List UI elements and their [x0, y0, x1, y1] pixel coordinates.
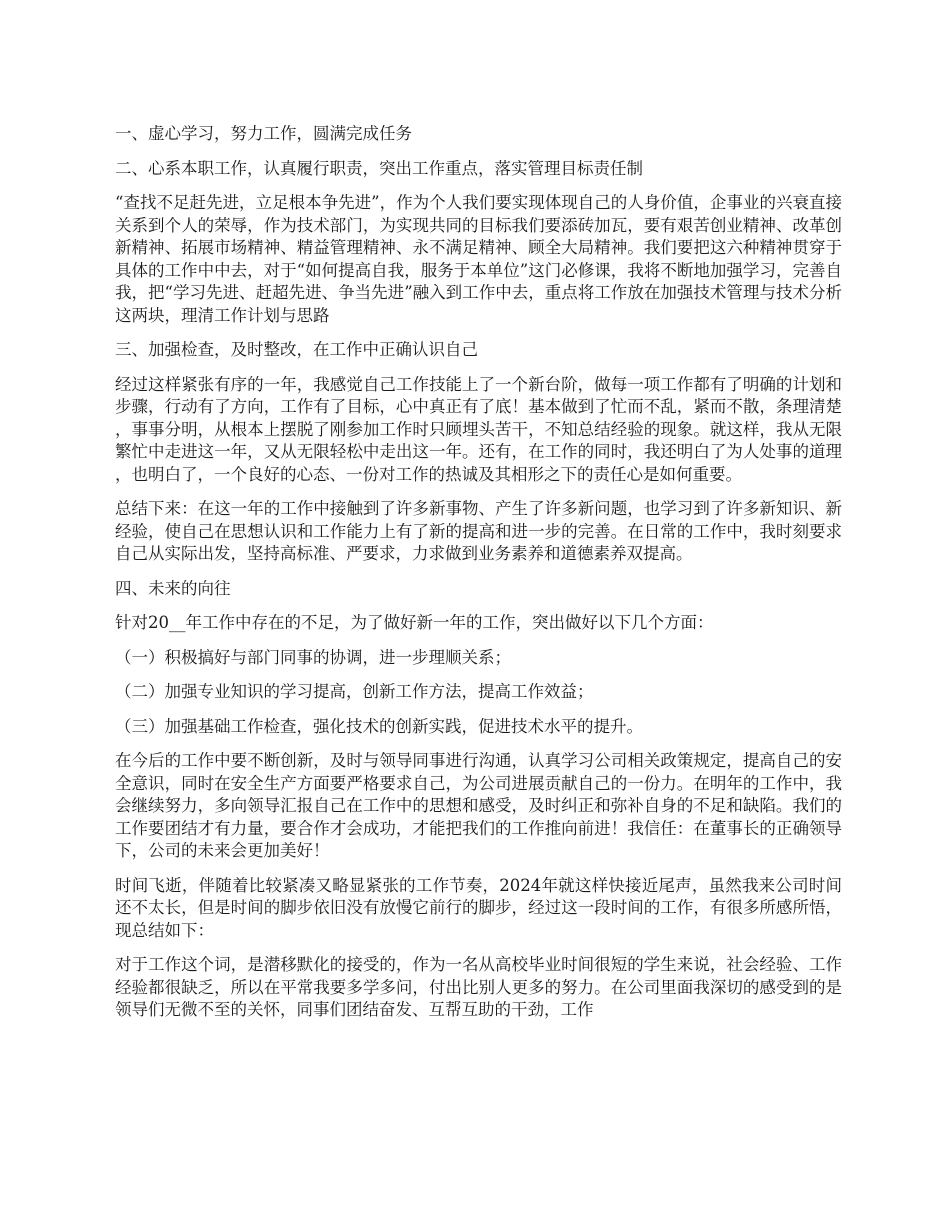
body-paragraph: 对于工作这个词，是潜移默化的接受的，作为一名从高校毕业时间很短的学生来说，社会经验、工作经验都很缺乏，所以在平常我要多学多问，付出比别人更多的努力。在公司里面我深切的感受到的是领导们无微不至的关怀，同事们团结奋发、互帮互助的干劲，工作 — [115, 955, 842, 1019]
body-paragraph: 经过这样紧张有序的一年，我感觉自己工作技能上了一个新台阶，做每一项工作都有了明确的计划和步骤，行动有了方向，工作有了目标，心中真正有了底！基本做到了忙而不乱，紧而不散，条理清楚，事事分明，从根本上摆脱了刚参加工作时只顾埋头苦干，不知总结经验的现象。就这样，我从无限繁忙中走进这一年，又从无限轻松中走出这一年。还有，在工作的同时，我还明白了为人处事的道理，也明白了，一个良好的心态、一份对工作的热诚及其相形之下的责任心是如何重要。 — [115, 374, 842, 484]
body-paragraph: 在今后的工作中要不断创新，及时与领导同事进行沟通，认真学习公司相关政策规定，提高自己的安全意识，同时在安全生产方面要严格要求自己，为公司进展贡献自己的一份力。在明年的工作中，我会继续努力，多向领导汇报自己在工作中的思想和感受，及时纠正和弥补自身的不足和缺陷。我们的工作要团结才有力量，要合作才会成功，才能把我们的工作推向前进！我信任：在董事长的正确领导下，公司的未来会更加美好！ — [115, 751, 842, 860]
body-paragraph: 总结下来：在这一年的工作中接触到了许多新事物、产生了许多新问题，也学习到了许多新知识、新经验，使自己在思想认识和工作能力上有了新的提高和进一步的完善。在日常的工作中，我时刻要求自己从实际出发，坚持高标准、严要求，力求做到业务素养和道德素养双提高。 — [115, 499, 842, 563]
list-item: （二）加强专业知识的学习提高，创新工作方法，提高工作效益； — [115, 682, 594, 701]
body-paragraph: “查找不足赶先进，立足根本争先进”，作为个人我们要实现体现自己的人身价值，企事业的兴衰直接关系到个人的荣辱，作为技术部门，为实现共同的目标我们要添砖加瓦，要有艰苦创业精神、改革创新精神、拓展市场精神、精益管理精神、永不满足精神、顾全大局精神。我们要把这六种精神贯穿于具体的工作中中去，对于“如何提高自我，服务于本单位”这门必修课，我将不断地加强学习，完善自我，把“学习先进、赶超先进、争当先进”融入到工作中去，重点将工作放在加强技术管理与技术分析这两块，理清工作计划与思路 — [115, 193, 842, 325]
list-item: （一）积极搞好与部门同事的协调，进一步理顺关系； — [115, 647, 511, 667]
heading-four: 四、未来的向往 — [115, 578, 231, 598]
document-body — [115, 123, 842, 1034]
heading-one: 一、虚心学习，努力工作，圆满完成任务 — [115, 124, 412, 143]
body-paragraph: 针对20__年工作中存在的不足，为了做好新一年的工作，突出做好以下几个方面： — [115, 613, 714, 632]
list-item: （三）加强基础工作检查，强化技术的创新实践，促进技术水平的提升。 — [115, 716, 643, 736]
body-paragraph: 时间飞逝，伴随着比较紧凑又略显紧张的工作节奏，2024年就这样快接近尾声，虽然我来公司时间还不太长，但是时间的脚步依旧没有放慢它前行的脚步，经过这一段时间的工作，有很多所感所悟，现总结如下： — [115, 875, 842, 940]
heading-three: 三、加强检查，及时整改，在工作中正确认识自己 — [115, 340, 478, 359]
heading-two: 二、心系本职工作，认真履行职责，突出工作重点，落实管理目标责任制 — [115, 158, 643, 178]
